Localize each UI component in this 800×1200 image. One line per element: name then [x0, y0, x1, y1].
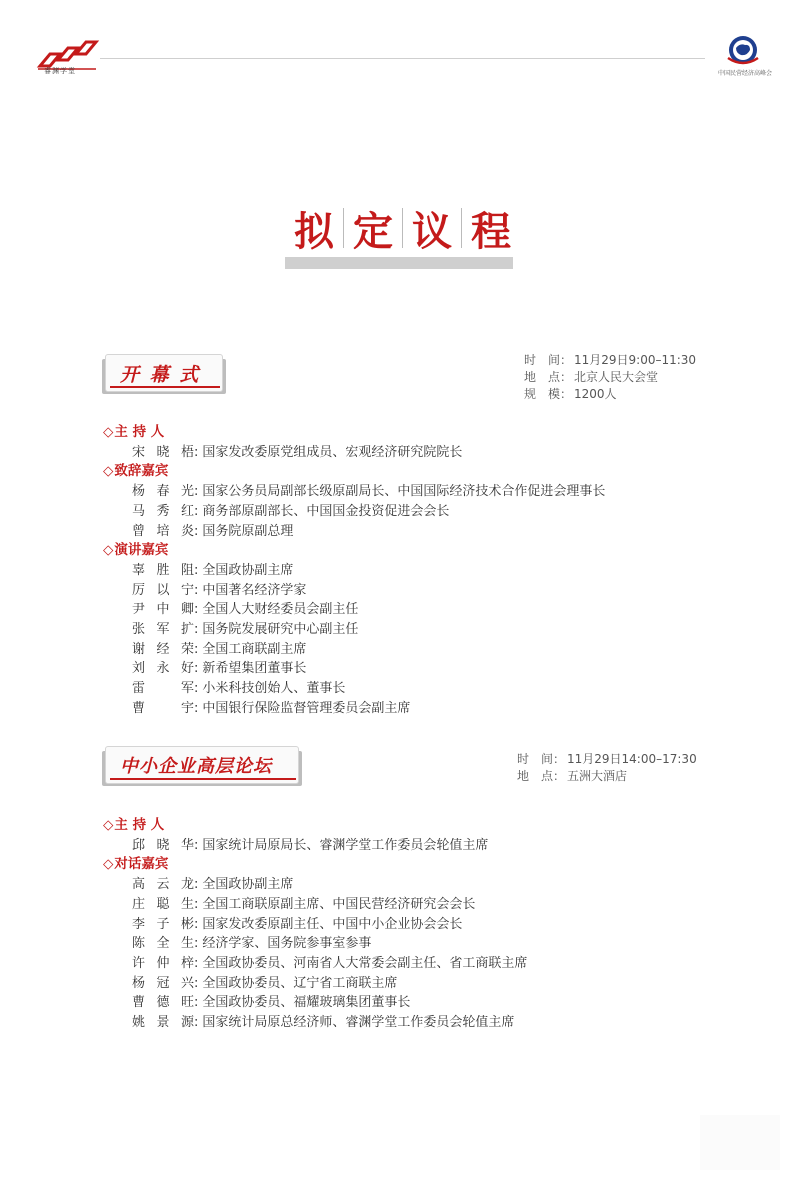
- list-item: 辜胜阻: 全国政协副主席: [103, 561, 723, 581]
- role-heading: ◇主 持 人: [103, 817, 165, 833]
- person-name: 陈全生: [132, 936, 194, 952]
- meta-value: 北京人民大会堂: [574, 370, 659, 384]
- session-name: 中小企业高层论坛: [120, 756, 272, 777]
- list-item: 谢经荣: 全国工商联副主席: [103, 640, 723, 660]
- person-title: 商务部原副部长、中国国金投资促进会会长: [202, 503, 450, 519]
- person-name: 邱晓华: [132, 837, 194, 853]
- person-title: 全国人大财经委员会副主任: [202, 602, 359, 618]
- role-heading: ◇对话嘉宾: [103, 856, 169, 873]
- meta-value: 五洲大酒店: [567, 769, 628, 783]
- person-title: 全国政协委员、辽宁省工商联主席: [202, 975, 398, 991]
- list-item: 高云龙: 全国政协副主席: [103, 875, 723, 895]
- person-name: 姚景源: [132, 1015, 194, 1031]
- meta-value: 1200人: [574, 387, 617, 401]
- person-title: 全国政协委员、福耀玻璃集团董事长: [202, 995, 411, 1011]
- person-name: 曾培炎: [132, 523, 194, 539]
- person-title: 新希望集团董事长: [202, 661, 307, 677]
- meta-label: 规 模：: [524, 387, 573, 401]
- person-name: 李子彬: [132, 916, 194, 932]
- badge-underline: [110, 778, 296, 780]
- session-meta-sme-forum: [517, 751, 697, 785]
- list-item: 刘永好: 新希望集团董事长: [103, 659, 723, 679]
- meta-row-location: [517, 768, 697, 785]
- header-divider: [100, 58, 705, 59]
- summit-emblem-icon: [722, 34, 764, 68]
- person-name: 杨冠兴: [132, 975, 194, 991]
- diamond-bullet-icon: ◇: [103, 817, 114, 833]
- session-list-sme-forum: [103, 816, 723, 1033]
- meta-label: 时 间：: [524, 353, 573, 367]
- list-item: 陈全生: 经济学家、国务院参事室参事: [103, 934, 723, 954]
- corner-watermark: [700, 1115, 780, 1170]
- person-title: 国务院原副总理: [202, 523, 294, 539]
- meta-label: 地 点：: [517, 769, 566, 783]
- person-title: 全国政协副主席: [202, 562, 294, 578]
- list-item: 曾培炎: 国务院原副总理: [103, 522, 723, 542]
- title-char: 定: [353, 208, 393, 255]
- list-item: 许仲梓: 全国政协委员、河南省人大常委会副主任、省工商联主席: [103, 954, 723, 974]
- person-name: 尹中卿: [132, 602, 194, 618]
- badge-underline: [110, 386, 220, 388]
- person-title: 国家公务员局副部长级原副局长、中国国际经济技术合作促进会理事长: [202, 484, 606, 500]
- title-char: 拟: [294, 208, 334, 255]
- diamond-bullet-icon: ◇: [103, 856, 114, 873]
- list-item: 姚景源: 国家统计局原总经济师、睿渊学堂工作委员会轮值主席: [103, 1013, 723, 1033]
- person-name: 宋晓梧: [132, 444, 194, 460]
- role-heading: ◇致辞嘉宾: [103, 463, 169, 480]
- page-title: [285, 203, 520, 253]
- role-heading: ◇演讲嘉宾: [103, 542, 169, 559]
- person-name: 谢经荣: [132, 641, 194, 657]
- person-title: 全国政协委员、河南省人大常委会副主任、省工商联主席: [202, 955, 528, 971]
- meta-value: 11月29日9:00–11:30: [574, 353, 697, 367]
- person-title: 中国著名经济学家: [202, 582, 307, 598]
- list-item: 杨冠兴: 全国政协委员、辽宁省工商联主席: [103, 974, 723, 994]
- list-item: 曹德旺: 全国政协委员、福耀玻璃集团董事长: [103, 993, 723, 1013]
- person-title: 国家发改委原党组成员、宏观经济研究院院长: [202, 444, 463, 460]
- person-name: 张军扩: [132, 622, 194, 638]
- person-title: 国家发改委原副主任、中国中小企业协会会长: [202, 916, 463, 932]
- left-logo-text: 睿渊学堂: [44, 67, 76, 75]
- session-badge-sme-forum: [102, 746, 302, 784]
- meta-row-time: [517, 751, 697, 768]
- person-name: 辜胜阻: [132, 562, 194, 578]
- diamond-bullet-icon: ◇: [103, 424, 114, 440]
- person-name: 厉以宁: [132, 582, 194, 598]
- person-title: 国家统计局原总经济师、睿渊学堂工作委员会轮值主席: [202, 1015, 515, 1031]
- session-meta-opening: [524, 352, 696, 403]
- person-name: 许仲梓: [132, 955, 194, 971]
- role-heading: ◇主 持 人: [103, 424, 165, 440]
- person-title: 全国政协副主席: [202, 877, 294, 893]
- person-name: 杨春光: [132, 484, 194, 500]
- list-item: 厉以宁: 中国著名经济学家: [103, 581, 723, 601]
- person-name: 马秀红: [132, 503, 194, 519]
- person-title: 国务院发展研究中心副主任: [202, 622, 359, 638]
- list-item: 尹中卿: 全国人大财经委员会副主任: [103, 600, 723, 620]
- title-underline-bar: [285, 257, 513, 269]
- person-name: 高云龙: [132, 877, 194, 893]
- person-title: 经济学家、国务院参事室参事: [202, 936, 372, 952]
- session-badge-opening: [102, 354, 226, 392]
- list-item: 李子彬: 国家发改委原副主任、中国中小企业协会会长: [103, 915, 723, 935]
- meta-label: 地 点：: [524, 370, 573, 384]
- list-item: 曹 宇: 中国银行保险监督管理委员会副主席: [103, 699, 723, 719]
- title-char: 议: [412, 208, 452, 255]
- person-name: 曹 宇: [132, 700, 194, 716]
- title-char: 程: [471, 208, 511, 255]
- right-logo-text: 中国民营经济高峰会: [718, 70, 773, 77]
- meta-value: 11月29日14:00–17:30: [567, 752, 697, 766]
- person-name: 庄聪生: [132, 896, 194, 912]
- list-item: 雷 军: 小米科技创始人、董事长: [103, 679, 723, 699]
- person-name: 刘永好: [132, 661, 194, 677]
- diamond-bullet-icon: ◇: [103, 463, 114, 480]
- session-name: 开 幕 式: [120, 363, 201, 386]
- person-name: 曹德旺: [132, 995, 194, 1011]
- list-item: 张军扩: 国务院发展研究中心副主任: [103, 620, 723, 640]
- person-title: 小米科技创始人、董事长: [202, 681, 346, 697]
- person-title: 国家统计局原局长、睿渊学堂工作委员会轮值主席: [202, 837, 489, 853]
- session-list-opening: [103, 423, 723, 719]
- meta-row-time: [524, 352, 696, 369]
- meta-row-scale: [524, 386, 696, 403]
- list-item: 杨春光: 国家公务员局副部长级原副局长、中国国际经济技术合作促进会理事长: [103, 482, 723, 502]
- meta-row-location: [524, 369, 696, 386]
- person-name: 雷 军: [132, 681, 194, 697]
- list-item: 宋晓梧: 国家发改委原党组成员、宏观经济研究院院长: [103, 443, 723, 463]
- person-title: 全国工商联副主席: [202, 641, 307, 657]
- list-item: 庄聪生: 全国工商联原副主席、中国民营经济研究会会长: [103, 895, 723, 915]
- meta-label: 时 间：: [517, 752, 566, 766]
- list-item: 马秀红: 商务部原副部长、中国国金投资促进会会长: [103, 502, 723, 522]
- list-item: 邱晓华: 国家统计局原局长、睿渊学堂工作委员会轮值主席: [103, 836, 723, 856]
- person-title: 全国工商联原副主席、中国民营经济研究会会长: [202, 896, 476, 912]
- diamond-bullet-icon: ◇: [103, 542, 114, 559]
- person-title: 中国银行保险监督管理委员会副主席: [202, 700, 411, 716]
